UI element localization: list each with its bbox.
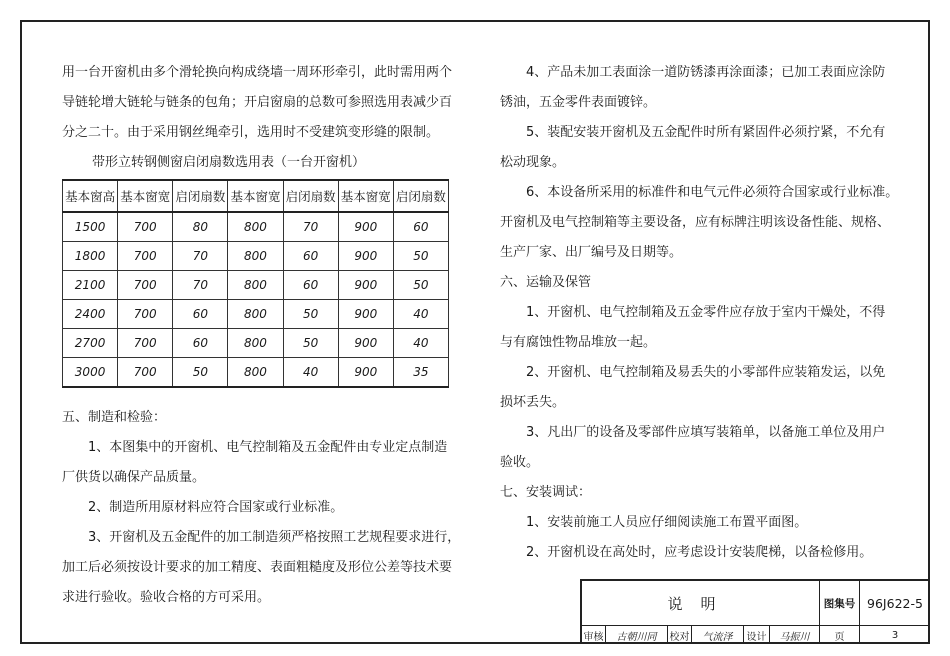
check-signature: 气流泽 bbox=[692, 626, 744, 644]
right-text-line: 七、安装调试： bbox=[500, 485, 592, 500]
right-text-line: 6、本设备所采用的标准件和电气元件必须符合国家或行业标准。 bbox=[526, 185, 899, 200]
table-cell: 2100 bbox=[63, 271, 118, 300]
table-cell: 700 bbox=[118, 358, 173, 388]
right-text-line: 六、运输及保管 bbox=[500, 275, 592, 290]
table-cell: 900 bbox=[338, 358, 393, 388]
table-cell: 800 bbox=[228, 212, 283, 242]
table-cell: 60 bbox=[173, 300, 228, 329]
table-row bbox=[63, 271, 449, 300]
right-text-line: 与有腐蚀性物品堆放一起。 bbox=[500, 335, 657, 350]
right-text-line: 5、装配安装开窗机及五金配件时所有紧固件必须拧紧，不允有 bbox=[526, 125, 886, 140]
right-text-line: 损坏丢失。 bbox=[500, 395, 566, 410]
review-label: 审核 bbox=[582, 626, 606, 644]
table-title: 带形立转钢侧窗启闭扇数选用表（一台开窗机） bbox=[92, 155, 366, 170]
table-cell: 700 bbox=[118, 300, 173, 329]
right-text-line: 生产厂家、出厂编号及日期等。 bbox=[500, 245, 683, 260]
design-label: 设计 bbox=[744, 626, 770, 644]
right-text-line: 2、开窗机设在高处时，应考虑设计安装爬梯，以备检修用。 bbox=[526, 545, 873, 560]
th-sash-count-3: 启闭扇数 bbox=[393, 180, 448, 212]
table-cell: 50 bbox=[173, 358, 228, 388]
table-cell: 2700 bbox=[63, 329, 118, 358]
table-cell: 700 bbox=[118, 271, 173, 300]
table-row bbox=[63, 212, 449, 242]
table-cell: 800 bbox=[228, 329, 283, 358]
table-cell: 2400 bbox=[63, 300, 118, 329]
table-row bbox=[63, 358, 449, 388]
table-cell: 60 bbox=[283, 271, 338, 300]
table-cell: 50 bbox=[393, 242, 448, 271]
design-signature: 马振川 bbox=[770, 626, 820, 644]
table-cell: 60 bbox=[173, 329, 228, 358]
table-cell: 900 bbox=[338, 300, 393, 329]
table-cell: 900 bbox=[338, 212, 393, 242]
table-cell: 40 bbox=[393, 329, 448, 358]
right-text-line: 2、开窗机、电气控制箱及易丢失的小零部件应装箱发运，以免 bbox=[526, 365, 886, 380]
intro-line-1: 用一台开窗机由多个滑轮换向构成绕墙一周环形牵引，此时需用两个 bbox=[62, 65, 453, 80]
table-cell: 800 bbox=[228, 242, 283, 271]
th-window-height: 基本窗高 bbox=[63, 180, 118, 212]
selection-table bbox=[62, 179, 449, 388]
section-5-title: 五、制造和检验： bbox=[62, 410, 167, 425]
th-sash-count-1: 启闭扇数 bbox=[173, 180, 228, 212]
table-cell: 60 bbox=[393, 212, 448, 242]
table-cell: 800 bbox=[228, 271, 283, 300]
table-cell: 700 bbox=[118, 212, 173, 242]
page-number: 3 bbox=[891, 629, 899, 641]
table-cell: 1800 bbox=[63, 242, 118, 271]
right-text-line: 4、产品未加工表面涂一道防锈漆再涂面漆；已加工表面应涂防 bbox=[526, 65, 886, 80]
right-text-line: 锈油，五金零件表面镀锌。 bbox=[500, 95, 657, 110]
right-column bbox=[500, 58, 899, 568]
title-block-title: 说明 bbox=[582, 581, 820, 626]
th-window-width-3: 基本窗宽 bbox=[338, 180, 393, 212]
th-sash-count-2: 启闭扇数 bbox=[283, 180, 338, 212]
atlas-number: 96J622-5 bbox=[860, 581, 930, 626]
table-cell: 900 bbox=[338, 329, 393, 358]
signature-row bbox=[582, 626, 930, 644]
table-cell: 40 bbox=[283, 358, 338, 388]
right-text-line: 3、凡出厂的设备及零部件应填写装箱单，以备施工单位及用户 bbox=[526, 425, 886, 440]
th-window-width-2: 基本窗宽 bbox=[228, 180, 283, 212]
section-5-line: 3、开窗机及五金配件的加工制造须严格按照工艺规程要求进行， bbox=[88, 530, 461, 545]
section-5-line: 求进行验收。验收合格的方可采用。 bbox=[62, 590, 271, 605]
right-text-line: 开窗机及电气控制箱等主要设备，应有标牌注明该设备性能、规格、 bbox=[500, 215, 891, 230]
title-block bbox=[580, 579, 930, 644]
table-cell: 35 bbox=[393, 358, 448, 388]
table-cell: 60 bbox=[283, 242, 338, 271]
table-cell: 70 bbox=[283, 212, 338, 242]
page-label: 页 bbox=[820, 626, 860, 644]
left-column bbox=[62, 58, 457, 178]
table-cell: 50 bbox=[283, 300, 338, 329]
right-text-line: 1、安装前施工人员应仔细阅读施工布置平面图。 bbox=[526, 515, 808, 530]
right-text-line: 1、开窗机、电气控制箱及五金零件应存放于室内干燥处，不得 bbox=[526, 305, 886, 320]
table-cell: 70 bbox=[173, 271, 228, 300]
section-5-line: 加工后必须按设计要求的加工精度、表面粗糙度及形位公差等技术要 bbox=[62, 560, 453, 575]
intro-line-2: 导链轮增大链轮与链条的包角；开启窗扇的总数可参照选用表减少百 bbox=[62, 95, 453, 110]
th-window-width-1: 基本窗宽 bbox=[118, 180, 173, 212]
intro-line-3: 分之二十。由于采用钢丝绳牵引，选用时不受建筑变形缝的限制。 bbox=[62, 125, 440, 140]
table-cell: 700 bbox=[118, 242, 173, 271]
right-text-line: 松动现象。 bbox=[500, 155, 566, 170]
table-cell: 3000 bbox=[63, 358, 118, 388]
table-cell: 700 bbox=[118, 329, 173, 358]
table-cell: 80 bbox=[173, 212, 228, 242]
review-signature: 古朝川同 bbox=[606, 626, 668, 644]
section-5-line: 2、制造所用原材料应符合国家或行业标准。 bbox=[88, 500, 344, 515]
section-5 bbox=[62, 403, 462, 613]
table-cell: 40 bbox=[393, 300, 448, 329]
table-header-row bbox=[63, 180, 449, 212]
table-cell: 800 bbox=[228, 300, 283, 329]
table-cell: 800 bbox=[228, 358, 283, 388]
atlas-label: 图集号 bbox=[820, 581, 860, 626]
right-text-line: 验收。 bbox=[500, 455, 540, 470]
table-cell: 900 bbox=[338, 242, 393, 271]
check-label: 校对 bbox=[668, 626, 692, 644]
table-cell: 900 bbox=[338, 271, 393, 300]
section-5-line: 厂供货以确保产品质量。 bbox=[62, 470, 206, 485]
table-cell: 70 bbox=[173, 242, 228, 271]
table-row bbox=[63, 300, 449, 329]
table-row bbox=[63, 329, 449, 358]
table-row bbox=[63, 242, 449, 271]
table-cell: 50 bbox=[283, 329, 338, 358]
section-5-line: 1、本图集中的开窗机、电气控制箱及五金配件由专业定点制造 bbox=[88, 440, 448, 455]
table-cell: 50 bbox=[393, 271, 448, 300]
table-cell: 1500 bbox=[63, 212, 118, 242]
